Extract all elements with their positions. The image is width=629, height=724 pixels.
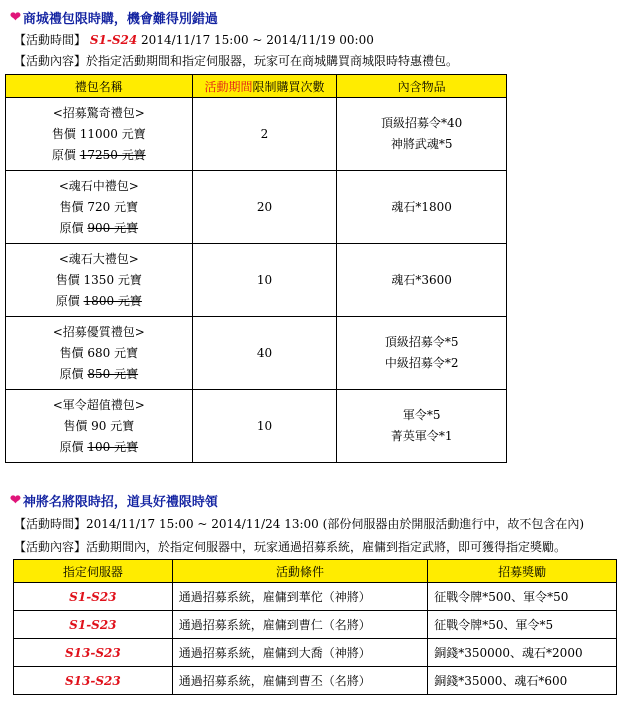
reward: 銅錢*35000、魂石*600 — [428, 667, 617, 695]
gift-item: 菁英軍令*1 — [390, 429, 453, 443]
reward-row — [14, 667, 617, 695]
gift-price: 售價 1350 元寶 — [55, 272, 142, 287]
header-items: 內含物品 — [337, 75, 507, 98]
gift-item: 頂級招募令*5 — [384, 335, 459, 349]
gift-items-cell — [337, 171, 507, 244]
reward-row — [14, 583, 617, 611]
gift-items-cell — [337, 244, 507, 317]
header-condition: 活動條件 — [172, 560, 428, 583]
gift-table-header — [6, 75, 507, 98]
gift-items-cell — [337, 390, 507, 463]
gift-name-cell — [6, 317, 193, 390]
section1-heading-text: 商城禮包限時購，機會難得別錯過 — [22, 12, 218, 27]
gift-item: 頂級招募令*40 — [381, 116, 463, 130]
gift-name: <招募驚奇禮包> — [52, 105, 145, 120]
gift-items-cell — [337, 98, 507, 171]
gift-original-price — [6, 218, 192, 239]
gift-price: 售價 720 元寶 — [59, 199, 139, 214]
reward: 征戰令牌*50、軍令*5 — [428, 611, 617, 639]
gift-name: <軍令超值禮包> — [52, 397, 145, 412]
server-range: S1-S23 — [14, 583, 173, 611]
gift-row — [6, 244, 507, 317]
section2-heading-text: 神將名將限時招，道具好禮限時領 — [22, 495, 218, 510]
gift-name: <招募優質禮包> — [52, 324, 145, 339]
heart-icon: ❤ — [10, 10, 21, 25]
gift-original-price — [6, 364, 192, 385]
content-label: 【活動內容】 — [14, 540, 87, 554]
header-limit-rest: 限制購買次數 — [252, 79, 325, 94]
gift-original-label: 原價 — [59, 366, 88, 381]
gift-original-price — [6, 437, 192, 458]
time-server: S1-S24 — [89, 33, 138, 47]
time-value: 2014/11/17 15:00 ~ 2014/11/19 00:00 — [141, 33, 374, 47]
heart-icon: ❤ — [10, 493, 21, 508]
reward-table-header — [14, 560, 617, 583]
content-value: 活動期間內，於指定伺服器中，玩家通過招募系統，雇傭到指定武將，即可獲得指定獎勵。 — [86, 540, 567, 554]
header-server: 指定伺服器 — [14, 560, 173, 583]
reward-row — [14, 639, 617, 667]
gift-original-value: 850 元寶 — [87, 366, 139, 381]
server-range: S13-S23 — [14, 639, 173, 667]
gift-items-cell — [337, 317, 507, 390]
server-range: S1-S23 — [14, 611, 173, 639]
time-value: 2014/11/17 15:00 ~ 2014/11/24 13:00 (部份伺服器由於開服活動進行中，故不包含在內) — [86, 517, 584, 531]
header-limit — [192, 75, 337, 98]
condition: 通過招募系統，雇傭到曹丕（名將） — [172, 667, 428, 695]
server-range: S13-S23 — [14, 667, 173, 695]
section1-heading — [10, 8, 218, 27]
section2-content — [14, 538, 566, 555]
gift-original-label: 原價 — [51, 147, 80, 162]
condition: 通過招募系統，雇傭到華佗（神將） — [172, 583, 428, 611]
gift-name: <魂石中禮包> — [58, 178, 139, 193]
gift-original-value: 1800 元寶 — [83, 293, 142, 308]
gift-original-label: 原價 — [59, 220, 88, 235]
gift-item: 魂石*1800 — [391, 199, 452, 214]
time-label: 【活動時間】 — [14, 517, 87, 531]
reward: 征戰令牌*500、軍令*50 — [428, 583, 617, 611]
recruit-reward-table — [13, 559, 617, 695]
gift-name-cell — [6, 171, 193, 244]
gift-price: 售價 680 元寶 — [59, 345, 139, 360]
gift-limit: 10 — [192, 244, 337, 317]
gift-item: 魂石*3600 — [391, 272, 452, 287]
gift-limit: 2 — [192, 98, 337, 171]
gift-row — [6, 171, 507, 244]
gift-original-price — [6, 291, 192, 312]
content-value: 於指定活動期間和指定伺服器，玩家可在商城購買商城限時特惠禮包。 — [86, 54, 459, 68]
section2-time — [14, 515, 584, 532]
gift-item: 軍令*5 — [402, 408, 441, 422]
gift-price: 售價 90 元寶 — [63, 418, 135, 433]
gift-row — [6, 98, 507, 171]
gift-original-label: 原價 — [59, 439, 88, 454]
header-limit-highlight: 活動期間 — [204, 79, 253, 94]
gift-limit: 20 — [192, 171, 337, 244]
gift-price: 售價 11000 元寶 — [51, 126, 146, 141]
condition: 通過招募系統，雇傭到大喬（神將） — [172, 639, 428, 667]
gift-limit: 40 — [192, 317, 337, 390]
gift-name: <魂石大禮包> — [58, 251, 139, 266]
gift-original-price — [6, 145, 192, 166]
gift-name-cell — [6, 244, 193, 317]
section2-heading — [10, 491, 218, 510]
section1-content — [14, 52, 458, 69]
gift-original-value: 100 元寶 — [87, 439, 139, 454]
gift-original-value: 17250 元寶 — [79, 147, 146, 162]
section1-time — [14, 31, 374, 48]
gift-pack-table — [5, 74, 507, 463]
condition: 通過招募系統，雇傭到曹仁（名將） — [172, 611, 428, 639]
gift-limit: 10 — [192, 390, 337, 463]
gift-name-cell — [6, 98, 193, 171]
header-reward: 招募獎勵 — [428, 560, 617, 583]
gift-original-label: 原價 — [55, 293, 84, 308]
gift-item: 中級招募令*2 — [384, 356, 459, 370]
gift-item: 神將武魂*5 — [390, 137, 453, 151]
gift-original-value: 900 元寶 — [87, 220, 139, 235]
reward: 銅錢*350000、魂石*2000 — [428, 639, 617, 667]
gift-row — [6, 390, 507, 463]
header-name: 禮包名稱 — [6, 75, 193, 98]
reward-row — [14, 611, 617, 639]
content-label: 【活動內容】 — [14, 54, 87, 68]
gift-row — [6, 317, 507, 390]
time-label: 【活動時間】 — [14, 33, 87, 47]
gift-name-cell — [6, 390, 193, 463]
